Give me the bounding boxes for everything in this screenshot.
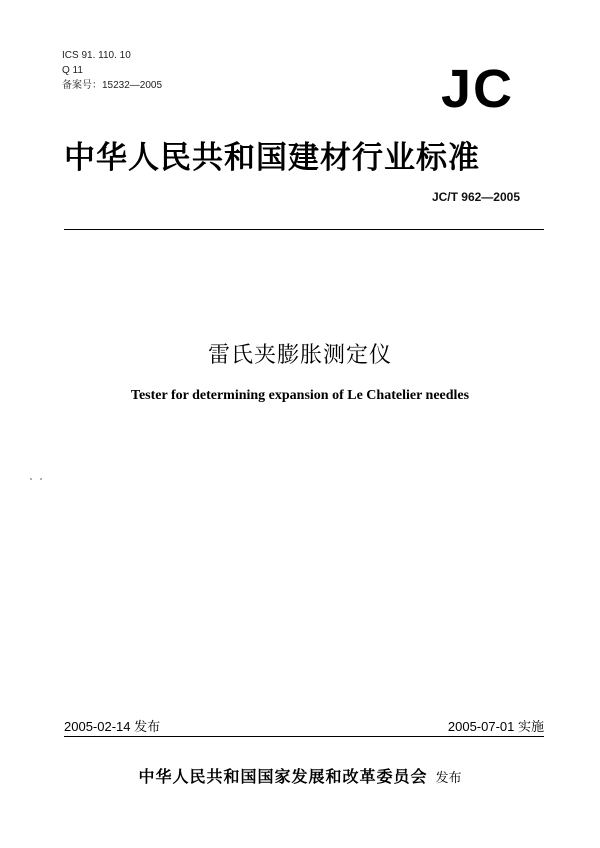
classification-block — [62, 48, 162, 93]
org-title: 中华人民共和国建材行业标准 — [64, 140, 480, 176]
issuer-name: 中华人民共和国国家发展和改革委员会 — [138, 767, 428, 786]
implementation-date: 2005-07-01 实施 — [447, 719, 544, 734]
issue-date: 2005-02-14 发布 — [64, 719, 161, 734]
standard-number: JC/T 962—2005 — [431, 190, 520, 204]
scan-speck — [30, 478, 32, 480]
document-title-english: Tester for determining expansion of Le Chatelier needles — [130, 388, 470, 403]
ccs-code: Q 11 — [62, 65, 83, 76]
issuer-suffix: 发布 — [435, 771, 462, 786]
document-title-chinese: 雷氏夹膨胀测定仪 — [207, 343, 392, 368]
ics-code: ICS 91. 110. 10 — [62, 50, 131, 61]
standard-code-mark: JC — [440, 59, 514, 119]
scan-speck — [40, 478, 42, 480]
top-divider — [64, 229, 544, 230]
filing-number: 备案号：15232—2005 — [62, 80, 163, 91]
bottom-divider — [64, 736, 544, 737]
issuing-authority — [0, 764, 600, 787]
